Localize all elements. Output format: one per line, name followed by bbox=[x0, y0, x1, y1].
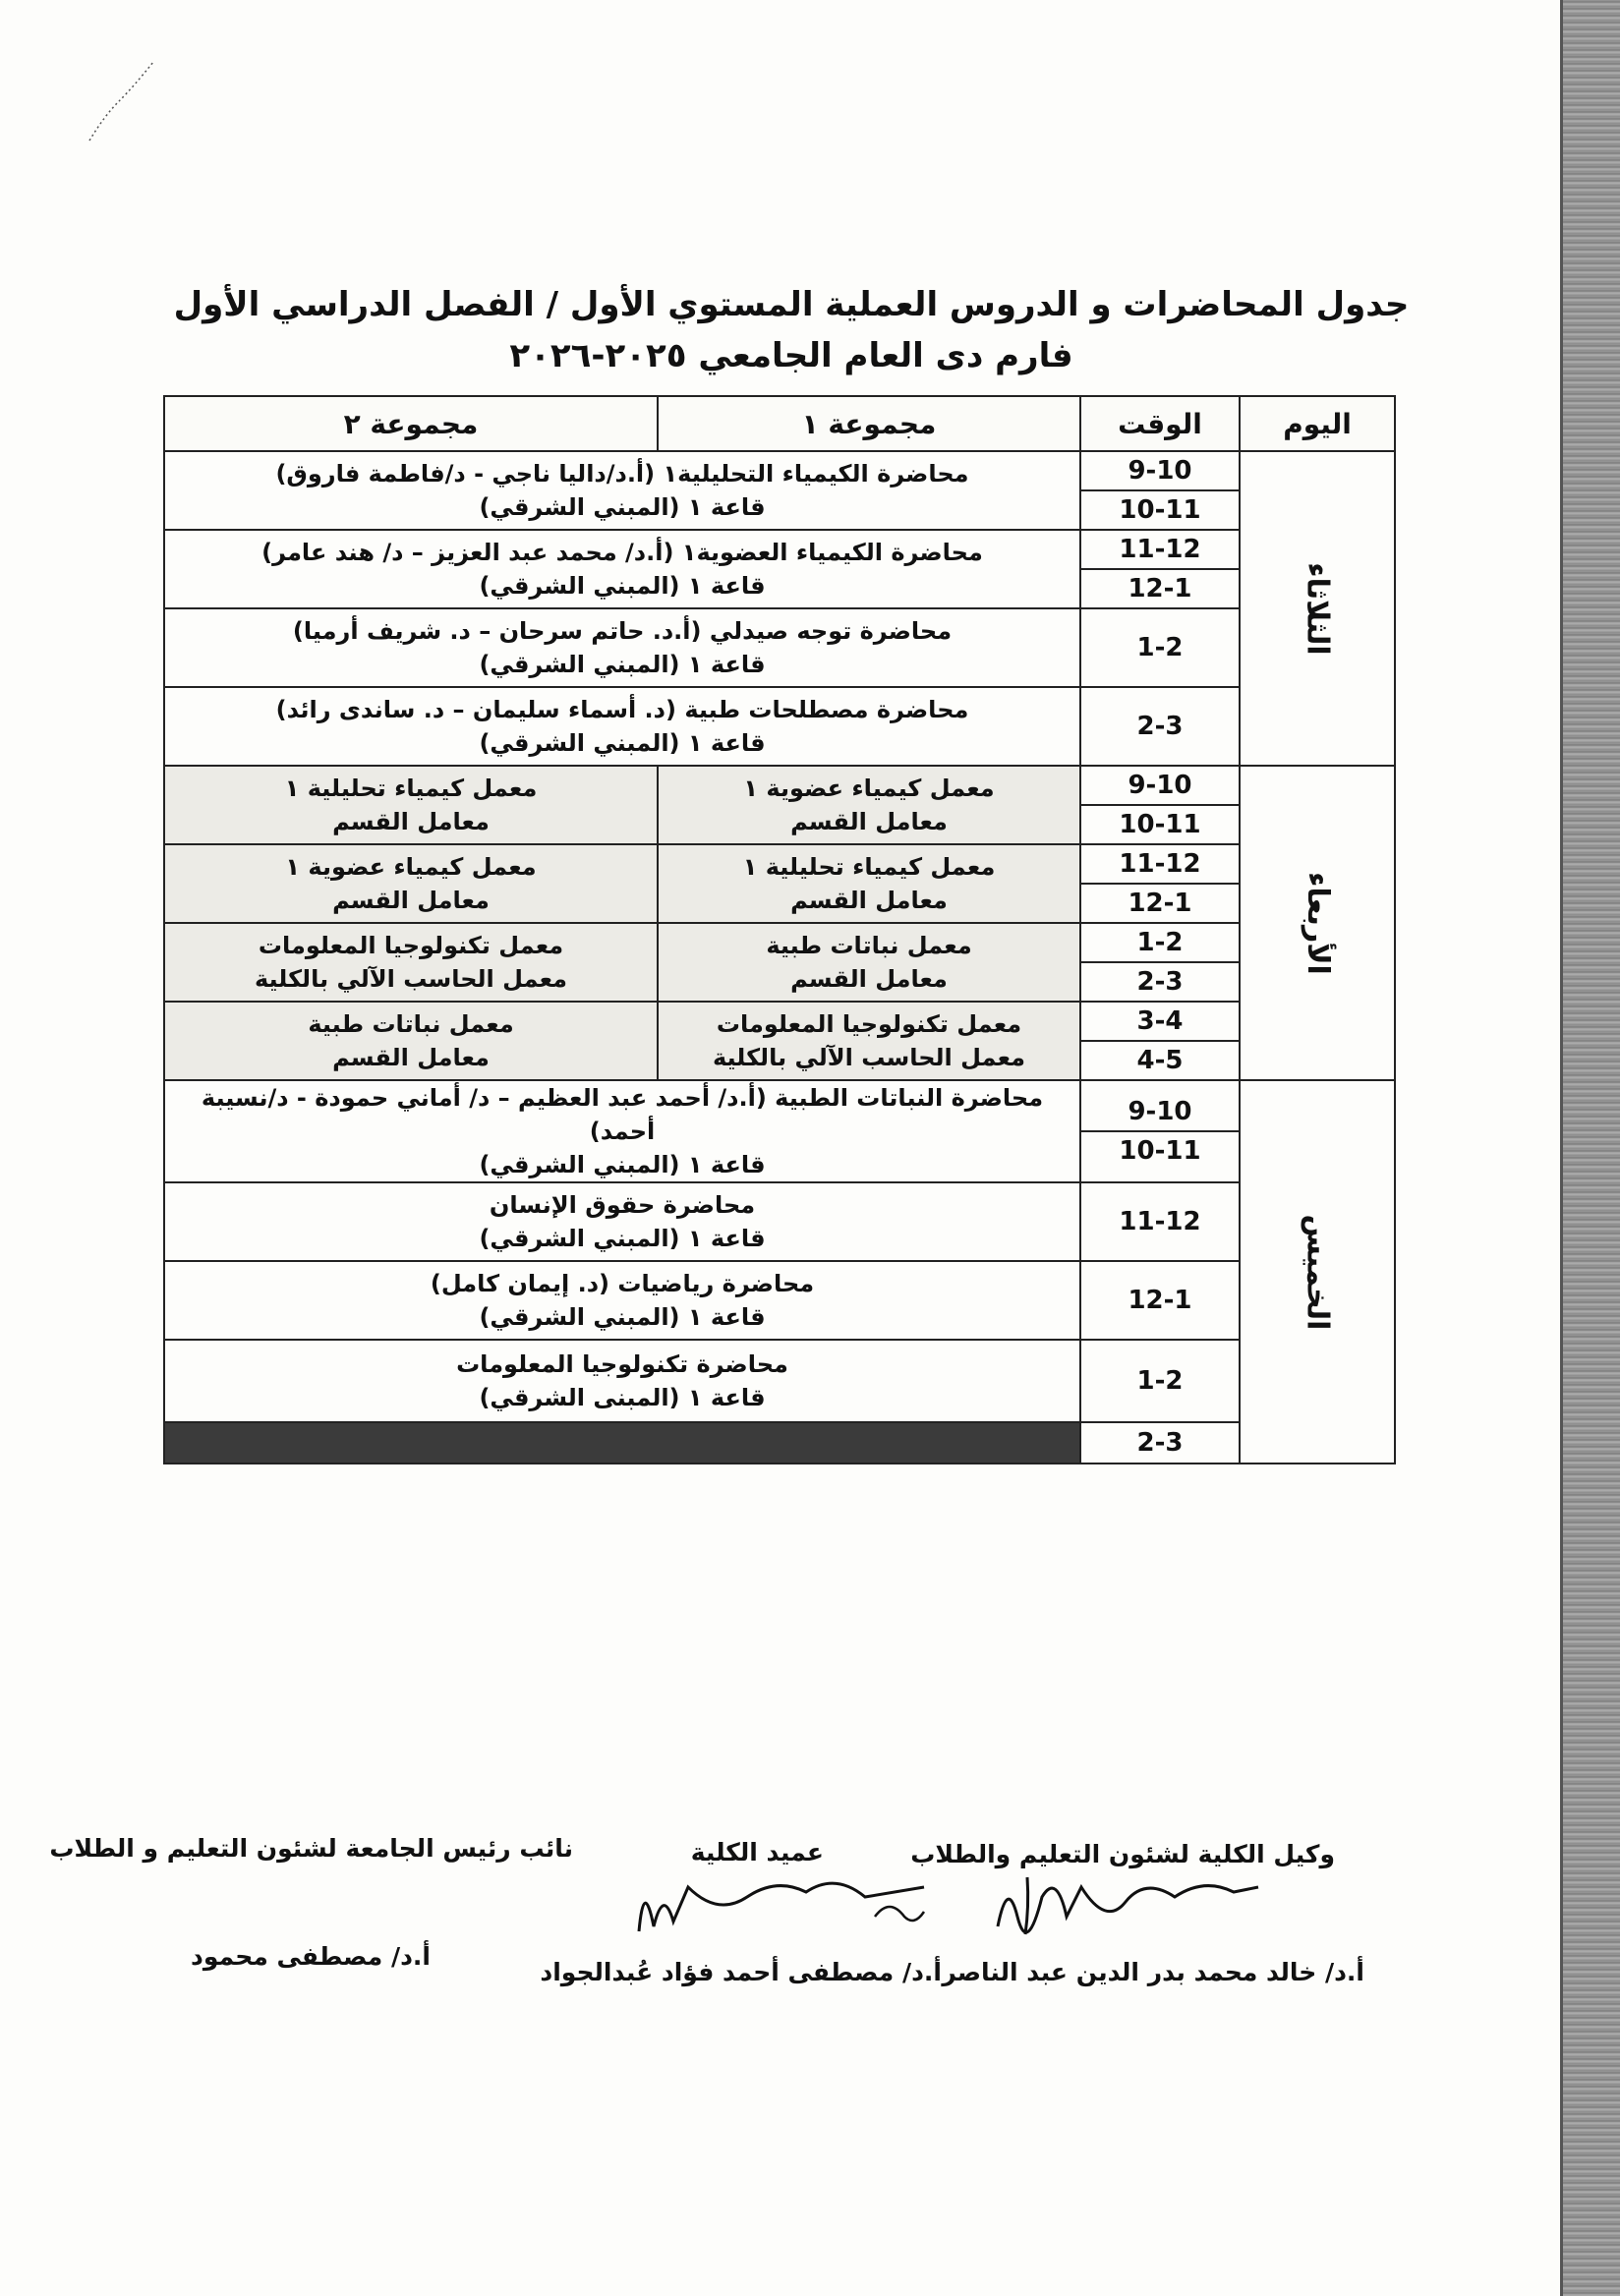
scan-edge bbox=[1560, 0, 1620, 2296]
header-day: اليوم bbox=[1240, 396, 1395, 451]
time-cell: 11-12 bbox=[1080, 1182, 1240, 1261]
table-row bbox=[164, 766, 1395, 844]
lab-cell-group-2: معمل كيمياء عضوية ١ معامل القسم bbox=[164, 844, 658, 923]
margin-scribble bbox=[85, 57, 163, 145]
lab-cell-group-2: معمل نباتات طبية معامل القسم bbox=[164, 1002, 658, 1080]
table-row bbox=[164, 530, 1395, 608]
vp-name: أ.د/ مصطفى محمود bbox=[191, 1942, 431, 1971]
day-cell-tuesday: الثلاثاء bbox=[1240, 451, 1395, 766]
table-row bbox=[164, 1002, 1395, 1080]
table-row bbox=[164, 1080, 1395, 1182]
lecture-cell: محاضرة تكنولوجيا المعلومات قاعة ١ (المبنى الشرقي) bbox=[164, 1340, 1080, 1422]
table-row bbox=[164, 1261, 1395, 1340]
table-row bbox=[164, 687, 1395, 766]
time-cell: 9-10 10-11 bbox=[1080, 1080, 1240, 1182]
lecture-cell: محاضرة النباتات الطبية (أ.د/ أحمد عبد العظيم – د/ أماني حمودة - د/نسيبة أحمد) قاعة ١ (المبني الشرقي) bbox=[164, 1080, 1080, 1182]
time-cell: 9-10 10-11 bbox=[1080, 766, 1240, 844]
lab-cell-group-1: معمل نباتات طبية معامل القسم bbox=[658, 923, 1080, 1002]
header-group-2: مجموعة ٢ bbox=[164, 396, 658, 451]
dean-name: أ.د/ مصطفى أحمد فؤاد عُبدالجواد bbox=[540, 1958, 942, 1986]
vp-title: نائب رئيس الجامعة لشئون التعليم و الطلاب bbox=[49, 1834, 573, 1863]
document-title bbox=[167, 279, 1416, 381]
header-time: الوقت bbox=[1080, 396, 1240, 451]
table-row bbox=[164, 844, 1395, 923]
schedule-table bbox=[163, 395, 1396, 1464]
time-cell: 11-12 12-1 bbox=[1080, 530, 1240, 608]
vice-dean-name: أ.د/ خالد محمد بدر الدين عبد الناصر bbox=[942, 1958, 1364, 1986]
header-group-1: مجموعة ١ bbox=[658, 396, 1080, 451]
time-cell: 1-2 2-3 bbox=[1080, 923, 1240, 1002]
time-cell: 2-3 bbox=[1080, 687, 1240, 766]
day-cell-wednesday: الأربعاء bbox=[1240, 766, 1395, 1080]
table-row bbox=[164, 1340, 1395, 1422]
lecture-cell: محاضرة الكيمياء التحليلية١ (أ.د/داليا ناجي - د/فاطمة فاروق) قاعة ١ (المبني الشرقي) bbox=[164, 451, 1080, 530]
table-row bbox=[164, 1182, 1395, 1261]
time-cell: 1-2 bbox=[1080, 1340, 1240, 1422]
lab-cell-group-2: معمل كيمياء تحليلية ١ معامل القسم bbox=[164, 766, 658, 844]
vice-dean-signature bbox=[988, 1858, 1273, 1946]
lecture-cell: محاضرة الكيمياء العضوية١ (أ.د/ محمد عبد العزيز – د/ هند عامر) قاعة ١ (المبني الشرقي) bbox=[164, 530, 1080, 608]
lecture-cell: محاضرة مصطلحات طبية (د. أسماء سليمان – د. ساندى رائد) قاعة ١ (المبني الشرقي) bbox=[164, 687, 1080, 766]
time-cell: 2-3 bbox=[1080, 1422, 1240, 1464]
lecture-cell: محاضرة رياضيات (د. إيمان كامل) قاعة ١ (المبني الشرقي) bbox=[164, 1261, 1080, 1340]
title-line-1: جدول المحاضرات و الدروس العملية المستوي الأول / الفصل الدراسي الأول bbox=[173, 285, 1410, 324]
time-cell: 9-10 10-11 bbox=[1080, 451, 1240, 530]
lecture-cell: محاضرة توجه صيدلي (أ.د. حاتم سرحان – د. شريف أرميا) قاعة ١ (المبني الشرقي) bbox=[164, 608, 1080, 687]
header-row bbox=[164, 396, 1395, 451]
table-row bbox=[164, 1422, 1395, 1464]
time-cell: 12-1 bbox=[1080, 1261, 1240, 1340]
table-row bbox=[164, 608, 1395, 687]
empty-shaded-cell bbox=[164, 1422, 1080, 1464]
lab-cell-group-1: معمل كيمياء تحليلية ١ معامل القسم bbox=[658, 844, 1080, 923]
time-cell: 11-12 12-1 bbox=[1080, 844, 1240, 923]
lecture-cell: محاضرة حقوق الإنسان قاعة ١ (المبني الشرقي) bbox=[164, 1182, 1080, 1261]
lab-cell-group-1: معمل كيمياء عضوية ١ معامل القسم bbox=[658, 766, 1080, 844]
lab-cell-group-1: معمل تكنولوجيا المعلومات معمل الحاسب الآلي بالكلية bbox=[658, 1002, 1080, 1080]
title-line-2: فارم دى العام الجامعي ٢٠٢٥-٢٠٢٦ bbox=[509, 336, 1073, 375]
vice-dean-title: وكيل الكلية لشئون التعليم والطلاب bbox=[910, 1840, 1335, 1868]
dean-title: عميد الكلية bbox=[690, 1838, 824, 1866]
day-cell-thursday: الخميس bbox=[1240, 1080, 1395, 1464]
table-row bbox=[164, 923, 1395, 1002]
dean-signature bbox=[629, 1858, 944, 1946]
time-cell: 3-4 4-5 bbox=[1080, 1002, 1240, 1080]
table-row bbox=[164, 451, 1395, 530]
time-cell: 1-2 bbox=[1080, 608, 1240, 687]
lab-cell-group-2: معمل تكنولوجيا المعلومات معمل الحاسب الآلي بالكلية bbox=[164, 923, 658, 1002]
